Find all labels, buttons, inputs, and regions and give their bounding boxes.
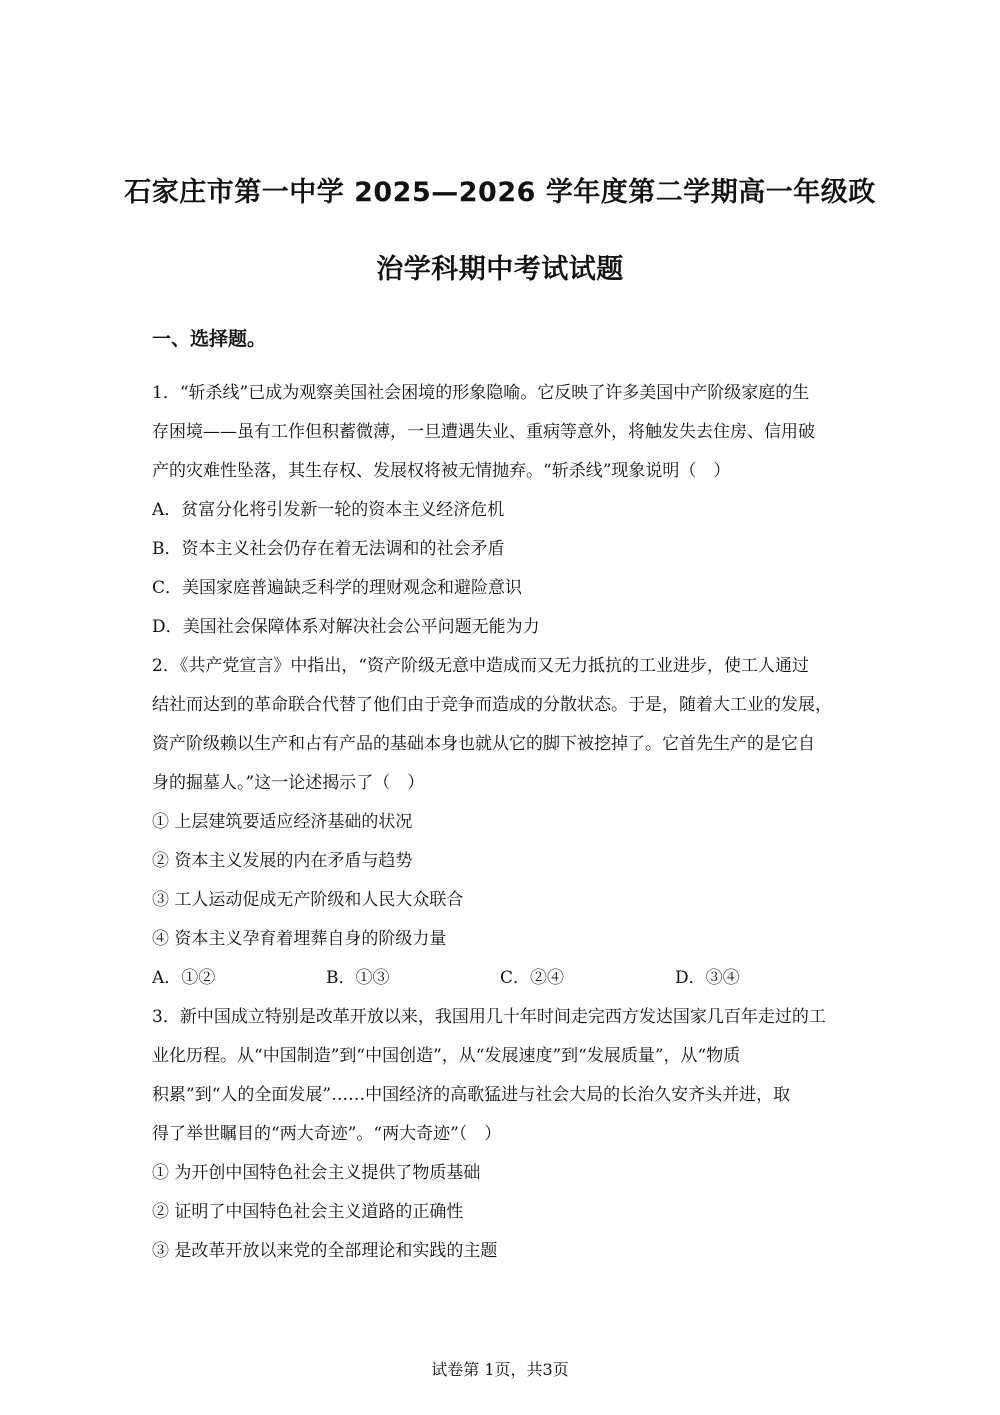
- question-2-option-a: A．①②: [152, 968, 216, 988]
- question-2-stem-line: 资产阶级赖以生产和占有产品的基础本身也就从它的脚下被挖掉了。它首先生产的是它自: [152, 734, 815, 754]
- section-heading: 一、选择题。: [152, 328, 267, 350]
- question-2-stem-line: 身的掘墓人。”这一论述揭示了（ ）: [152, 773, 425, 793]
- question-2-statement-3: ③ 工人运动促成无产阶级和人民大众联合: [152, 890, 464, 910]
- question-2-statement-1: ① 上层建筑要适应经济基础的状况: [152, 812, 413, 832]
- question-3-stem-line: 积累”到“人的全面发展”……中国经济的高歌猛进与社会大局的长治久安齐头并进，取: [152, 1085, 791, 1105]
- question-3-statement-1: ① 为开创中国特色社会主义提供了物质基础: [152, 1163, 481, 1183]
- question-1-option-d: D．美国社会保障体系对解决社会公平问题无能为力: [152, 617, 540, 637]
- question-1-option-b: B．资本主义社会仍存在着无法调和的社会矛盾: [152, 539, 505, 559]
- question-2-statement-4: ④ 资本主义孕育着埋葬自身的阶级力量: [152, 929, 447, 949]
- question-2-stem-line: 2．《共产党宣言》中指出，“资产阶级无意中造成而又无力抵抗的工业进步，使工人通过: [152, 656, 810, 676]
- question-3-statement-3: ③ 是改革开放以来党的全部理论和实践的主题: [152, 1241, 498, 1261]
- question-1-stem-line: 1．“斩杀线”已成为观察美国社会困境的形象隐喻。它反映了许多美国中产阶级家庭的生: [152, 383, 810, 403]
- question-3-stem-line: 业化历程。从“中国制造”到“中国创造”，从“发展速度”到“发展质量”，从“物质: [152, 1046, 741, 1066]
- question-1-stem-line: 存困境——虽有工作但积蓄微薄，一旦遭遇失业、重病等意外，将触发失去住房、信用破: [152, 422, 815, 442]
- question-1-option-c: C．美国家庭普遍缺乏科学的理财观念和避险意识: [152, 578, 523, 598]
- exam-title-line-2: 治学科期中考试试题: [376, 254, 624, 285]
- question-2-stem-line: 结社而达到的革命联合代替了他们由于竞争而造成的分散状态。于是，随着大工业的发展，: [152, 695, 832, 715]
- question-2-option-d: D．③④: [675, 968, 740, 988]
- question-3-stem-line: 3．新中国成立特别是改革开放以来，我国用几十年时间走完西方发达国家几百年走过的工: [152, 1007, 826, 1027]
- page-footer: 试卷第 1页，共3页: [431, 1360, 569, 1379]
- question-3-statement-2: ② 证明了中国特色社会主义道路的正确性: [152, 1202, 464, 1222]
- question-1-stem-line: 产的灾难性坠落，其生存权、发展权将被无情抛弃。“斩杀线”现象说明（ ）: [152, 461, 731, 481]
- question-1-option-a: A．贫富分化将引发新一轮的资本主义经济危机: [152, 500, 505, 520]
- question-2-option-b: B．①③: [326, 968, 390, 988]
- exam-title-line-1: 石家庄市第一中学 2025—2026 学年度第二学期高一年级政: [124, 177, 876, 208]
- question-3-stem-line: 得了举世瞩目的“两大奇迹”。“两大奇迹”（ ）: [152, 1124, 502, 1144]
- question-2-option-c: C．②④: [500, 968, 565, 988]
- question-2-statement-2: ② 资本主义发展的内在矛盾与趋势: [152, 851, 413, 871]
